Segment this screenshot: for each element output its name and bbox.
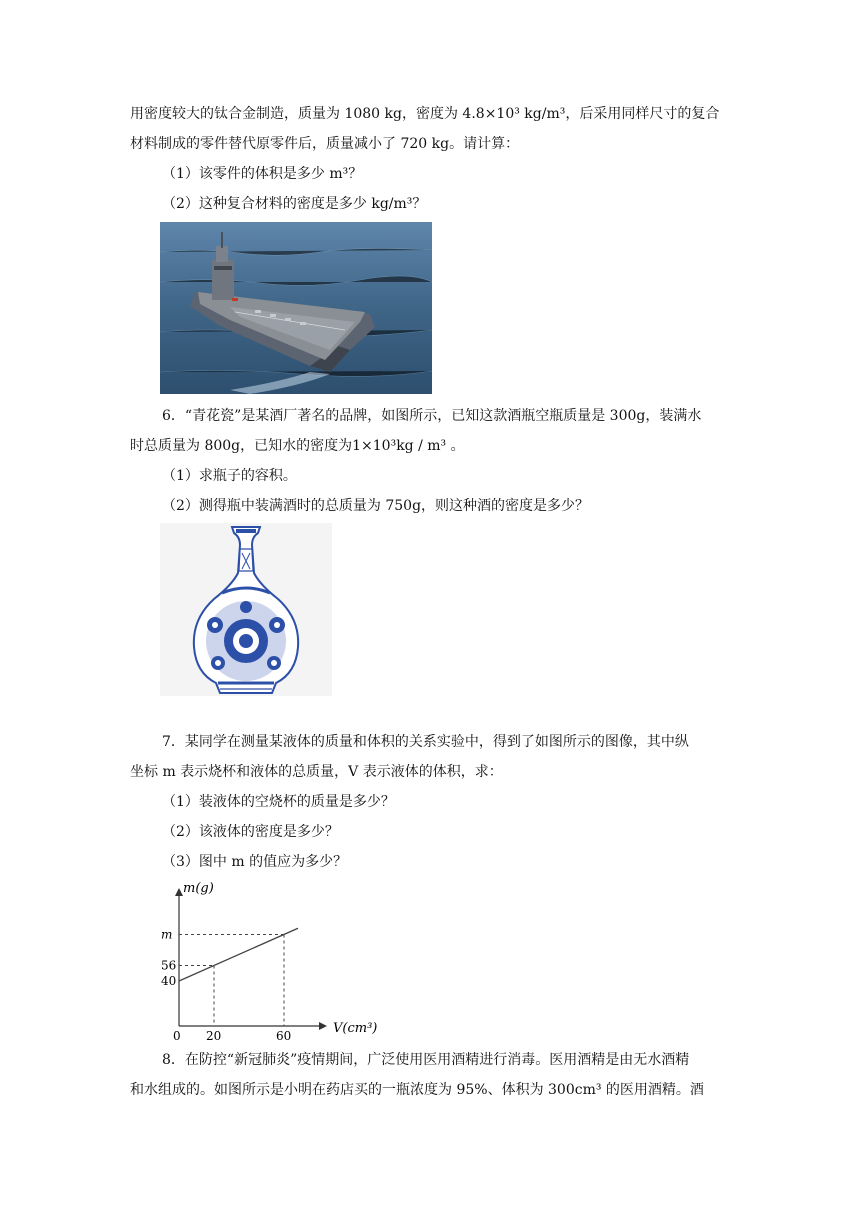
q5-sub-question-2: （2）这种复合材料的密度是多少 kg/m³？ — [162, 196, 427, 212]
q6-sub-question-2: （2）测得瓶中装满酒时的总质量为 750g，则这种酒的密度是多少？ — [162, 498, 590, 514]
q8-text-line-2: 和水组成的。如图所示是小明在药店买的一瓶浓度为 95%、体积为 300cm³ 的医用酒精。酒 — [130, 1082, 704, 1098]
q7-text-line-1: 7．某同学在测量某液体的质量和体积的关系实验中，得到了如图所示的图像，其中纵 — [162, 734, 689, 750]
q5-sub-question-1: （1）该零件的体积是多少 m³？ — [162, 166, 363, 182]
q7-sub-question-3: （3）图中 m 的值应为多少？ — [162, 854, 348, 870]
mass-volume-chart-svg — [155, 876, 395, 1042]
aircraft-carrier-photo — [160, 222, 432, 394]
x-tick-label: 60 — [276, 1029, 292, 1042]
q5-text-line-1: 用密度较大的钛合金制造，质量为 1080 kg，密度为 4.8×10³ kg/m³，后采用同样尺寸的复合 — [130, 106, 720, 122]
q5-text-line-2: 材料制成的零件替代原零件后，质量减小了 720 kg。请计算： — [130, 136, 520, 152]
y-tick-label: 40 — [161, 974, 177, 988]
q8-text-line-1: 8．在防控“新冠肺炎”疫情期间，广泛使用医用酒精进行消毒。医用酒精是由无水酒精 — [162, 1052, 690, 1068]
x-tick-label: 0 — [173, 1029, 181, 1042]
y-tick-label: 56 — [161, 958, 177, 973]
q7-sub-question-1: （1）装液体的空烧杯的质量是多少？ — [162, 794, 395, 810]
q6-text-line-2: 时总质量为 800g，已知水的密度为1×10³kg / m³ 。 — [130, 438, 465, 454]
porcelain-vase-image — [160, 523, 332, 696]
mass-volume-graph — [155, 876, 395, 1042]
y-tick-label: m — [161, 927, 173, 942]
q6-text-line-1: 6．“青花瓷”是某酒厂著名的品牌，如图所示，已知这款酒瓶空瓶质量是 300g，装满水 — [162, 408, 702, 424]
y-axis-arrow — [175, 888, 183, 896]
y-axis-label: m(g) — [183, 881, 214, 896]
data-line — [179, 928, 298, 981]
q7-text-line-2: 坐标 m 表示烧杯和液体的总质量，V 表示液体的体积，求： — [130, 764, 503, 780]
x-axis-label: V(cm³) — [333, 1021, 378, 1036]
x-axis-arrow — [319, 1022, 327, 1030]
q6-sub-question-1: （1）求瓶子的容积。 — [162, 468, 297, 484]
q7-sub-question-2: （2）该液体的密度是多少？ — [162, 824, 339, 840]
x-tick-label: 20 — [206, 1029, 222, 1042]
